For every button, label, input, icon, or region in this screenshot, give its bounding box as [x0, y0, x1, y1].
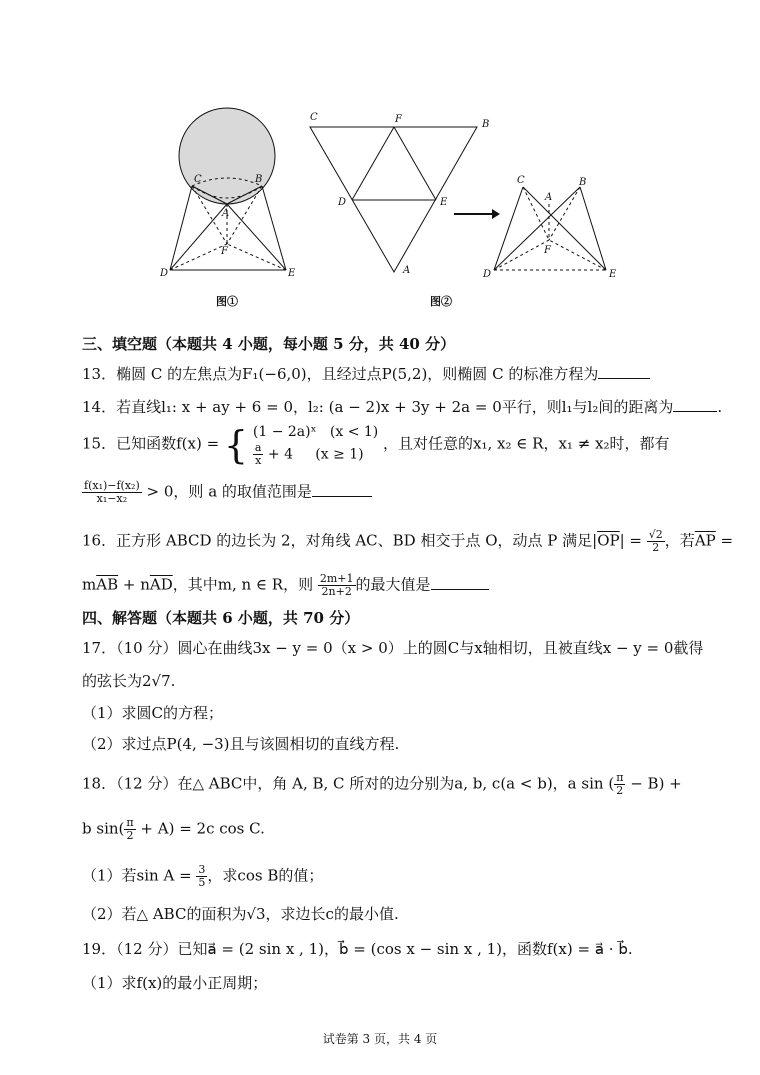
q16-line2-b: + n	[118, 575, 150, 594]
q15-case2-frac: $\frac{a}{x}$	[254, 441, 262, 467]
question-15-line2	[82, 480, 372, 505]
fig3-label-b: B	[579, 177, 587, 188]
question-14	[82, 397, 722, 417]
fig2-label-e: E	[440, 197, 448, 208]
q15-case1-expr: (1 − 2a)ˣ	[252, 424, 317, 440]
q18-line1-b: (	[608, 774, 615, 793]
q14-answer-blank	[673, 397, 717, 412]
question-16	[82, 529, 733, 554]
q16-sqrt-frac: $\frac{√2}{2}$	[648, 528, 663, 554]
fig3-label-c: C	[517, 175, 525, 186]
q16-answer-blank	[431, 575, 489, 590]
fig1-caption: 图①	[216, 295, 238, 308]
q15-brace: {	[223, 422, 249, 467]
fig2-label-c: C	[310, 112, 318, 123]
q15-case2-rest: + 4	[267, 446, 293, 463]
q15-condition-frac: $\frac{\text{f(x₁)−f(x₂)}}{\text{x₁−x₂}}$	[84, 479, 140, 505]
fig2-label-f: F	[395, 114, 402, 125]
fig3-label-f: F	[544, 245, 551, 256]
q16-vec-ap: $\overline{AP}$	[694, 531, 716, 550]
fig1-label-c: C	[194, 174, 202, 185]
q18-line1-a: 18．（12 分）在△ ABC中，角 A, B, C 所对的边分别为a, b, c(a < b)，a sin	[82, 774, 604, 793]
q18-sub1	[82, 864, 323, 889]
q18-sub1-a: （1）若sin A =	[82, 866, 192, 885]
section3-title: 三、填空题（本题共 4 小题，每小题 5 分，共 40 分）	[82, 335, 456, 353]
q18-line2-b: + A) = 2c cos C.	[140, 819, 265, 838]
question-13	[82, 364, 650, 384]
q16-vec-ad: $\overline{AD}$	[149, 575, 173, 594]
q18-pi-frac-2: $\frac{\pi}{2}$	[126, 816, 134, 842]
figure-1	[170, 108, 286, 270]
fig2-label-b: B	[482, 119, 490, 130]
q16-line2-a: m	[82, 575, 97, 594]
q16-line1-a: 16．正方形 ABCD 的边长为 2，对角线 AC、BD 相交于点 O，动点 P 满足|	[82, 531, 598, 550]
q17-line1: 17．（10 分）圆心在曲线3x − y = 0（x > 0）上的圆C与x轴相切，且被直线x − y = 0截得	[82, 639, 704, 657]
fig2-label-d: D	[338, 197, 347, 208]
fig1-label-e: E	[288, 268, 296, 279]
q16-line1-c: ，若	[664, 531, 695, 550]
q15-answer-blank	[312, 482, 372, 497]
q18-sub2: （2）若△ ABC的面积为√3，求边长c的最小值.	[82, 905, 399, 923]
q15-case1-cond: (x < 1)	[329, 424, 379, 440]
q19-line1: 19．（12 分）已知a⃗ = (2 sin x , 1)，b⃗ = (cos x − sin x , 1)，函数f(x) = a⃗ · b⃗.	[82, 940, 633, 958]
fig3-label-a: A	[545, 192, 553, 203]
figures-svg	[0, 0, 760, 320]
q17-sub1: （1）求圆C的方程；	[82, 704, 224, 722]
q19-sub1: （1）求f(x)的最小正周期；	[82, 974, 268, 992]
q15-case2-cond: (x ≥ 1)	[315, 446, 364, 463]
question-16-line2	[82, 573, 489, 598]
q13-answer-blank	[598, 364, 650, 379]
q16-vec-ab: $\overline{AB}$	[96, 575, 119, 594]
q14-tail: .	[717, 398, 723, 416]
fig3-label-e: E	[609, 269, 617, 280]
question-18	[82, 772, 682, 797]
q18-sub1-frac: $\frac{3}{5}$	[198, 863, 206, 889]
q16-target-frac: $\frac{2m+1}{2n+2}$	[319, 572, 354, 598]
fig1-label-d: D	[160, 268, 169, 279]
q17-sub2: （2）求过点P(4, −3)且与该圆相切的直线方程.	[82, 735, 400, 753]
q13-text: 13．椭圆 C 的左焦点为F₁(−6,0)，且经过点P(5,2)，则椭圆 C 的标准方程为	[82, 365, 599, 383]
q16-vec-op: $\overline{OP}$	[597, 531, 620, 550]
figure-2	[310, 127, 477, 272]
q18-line2-a: b sin(	[82, 819, 125, 838]
q18-line1-c: − B) +	[630, 774, 682, 793]
q15-suffix: ，且对任意的x₁, x₂ ∈ R，x₁ ≠ x₂时，都有	[383, 434, 670, 453]
fig2-caption: 图②	[430, 295, 452, 308]
arrow-right-icon	[454, 209, 500, 219]
q18-pi-frac: $\frac{\pi}{2}$	[616, 771, 624, 797]
q16-line1-b: | =	[619, 531, 642, 550]
fig2-label-a: A	[403, 265, 411, 276]
q15-cases	[253, 422, 378, 467]
question-15	[82, 422, 670, 467]
page-footer: 试卷第 3 页，共 4 页	[322, 1032, 438, 1046]
q15-line2: > 0，则 a 的取值范围是	[146, 482, 312, 501]
fig1-label-b: B	[255, 174, 263, 185]
fig3-label-d: D	[483, 269, 492, 280]
q16-line2-c: ，其中m, n ∈ R，则	[172, 575, 314, 594]
section4-title: 四、解答题（本题共 6 小题，共 70 分）	[82, 609, 360, 627]
question-18-line2	[82, 817, 265, 842]
fig1-label-a: A	[222, 208, 230, 219]
q17-line2: 的弦长为2√7.	[82, 672, 176, 690]
fig1-label-f: F	[221, 246, 228, 257]
q18-sub1-b: ，求cos B的值；	[207, 866, 324, 885]
q15-prefix: 15．已知函数f(x) =	[82, 434, 220, 453]
q16-line1-d: =	[715, 531, 734, 550]
q16-line2-d: 的最大值是	[355, 575, 431, 594]
q14-text: 14．若直线l₁: x + ay + 6 = 0，l₂: (a − 2)x + 3y + 2a = 0平行，则l₁与l₂间的距离为	[82, 398, 674, 416]
